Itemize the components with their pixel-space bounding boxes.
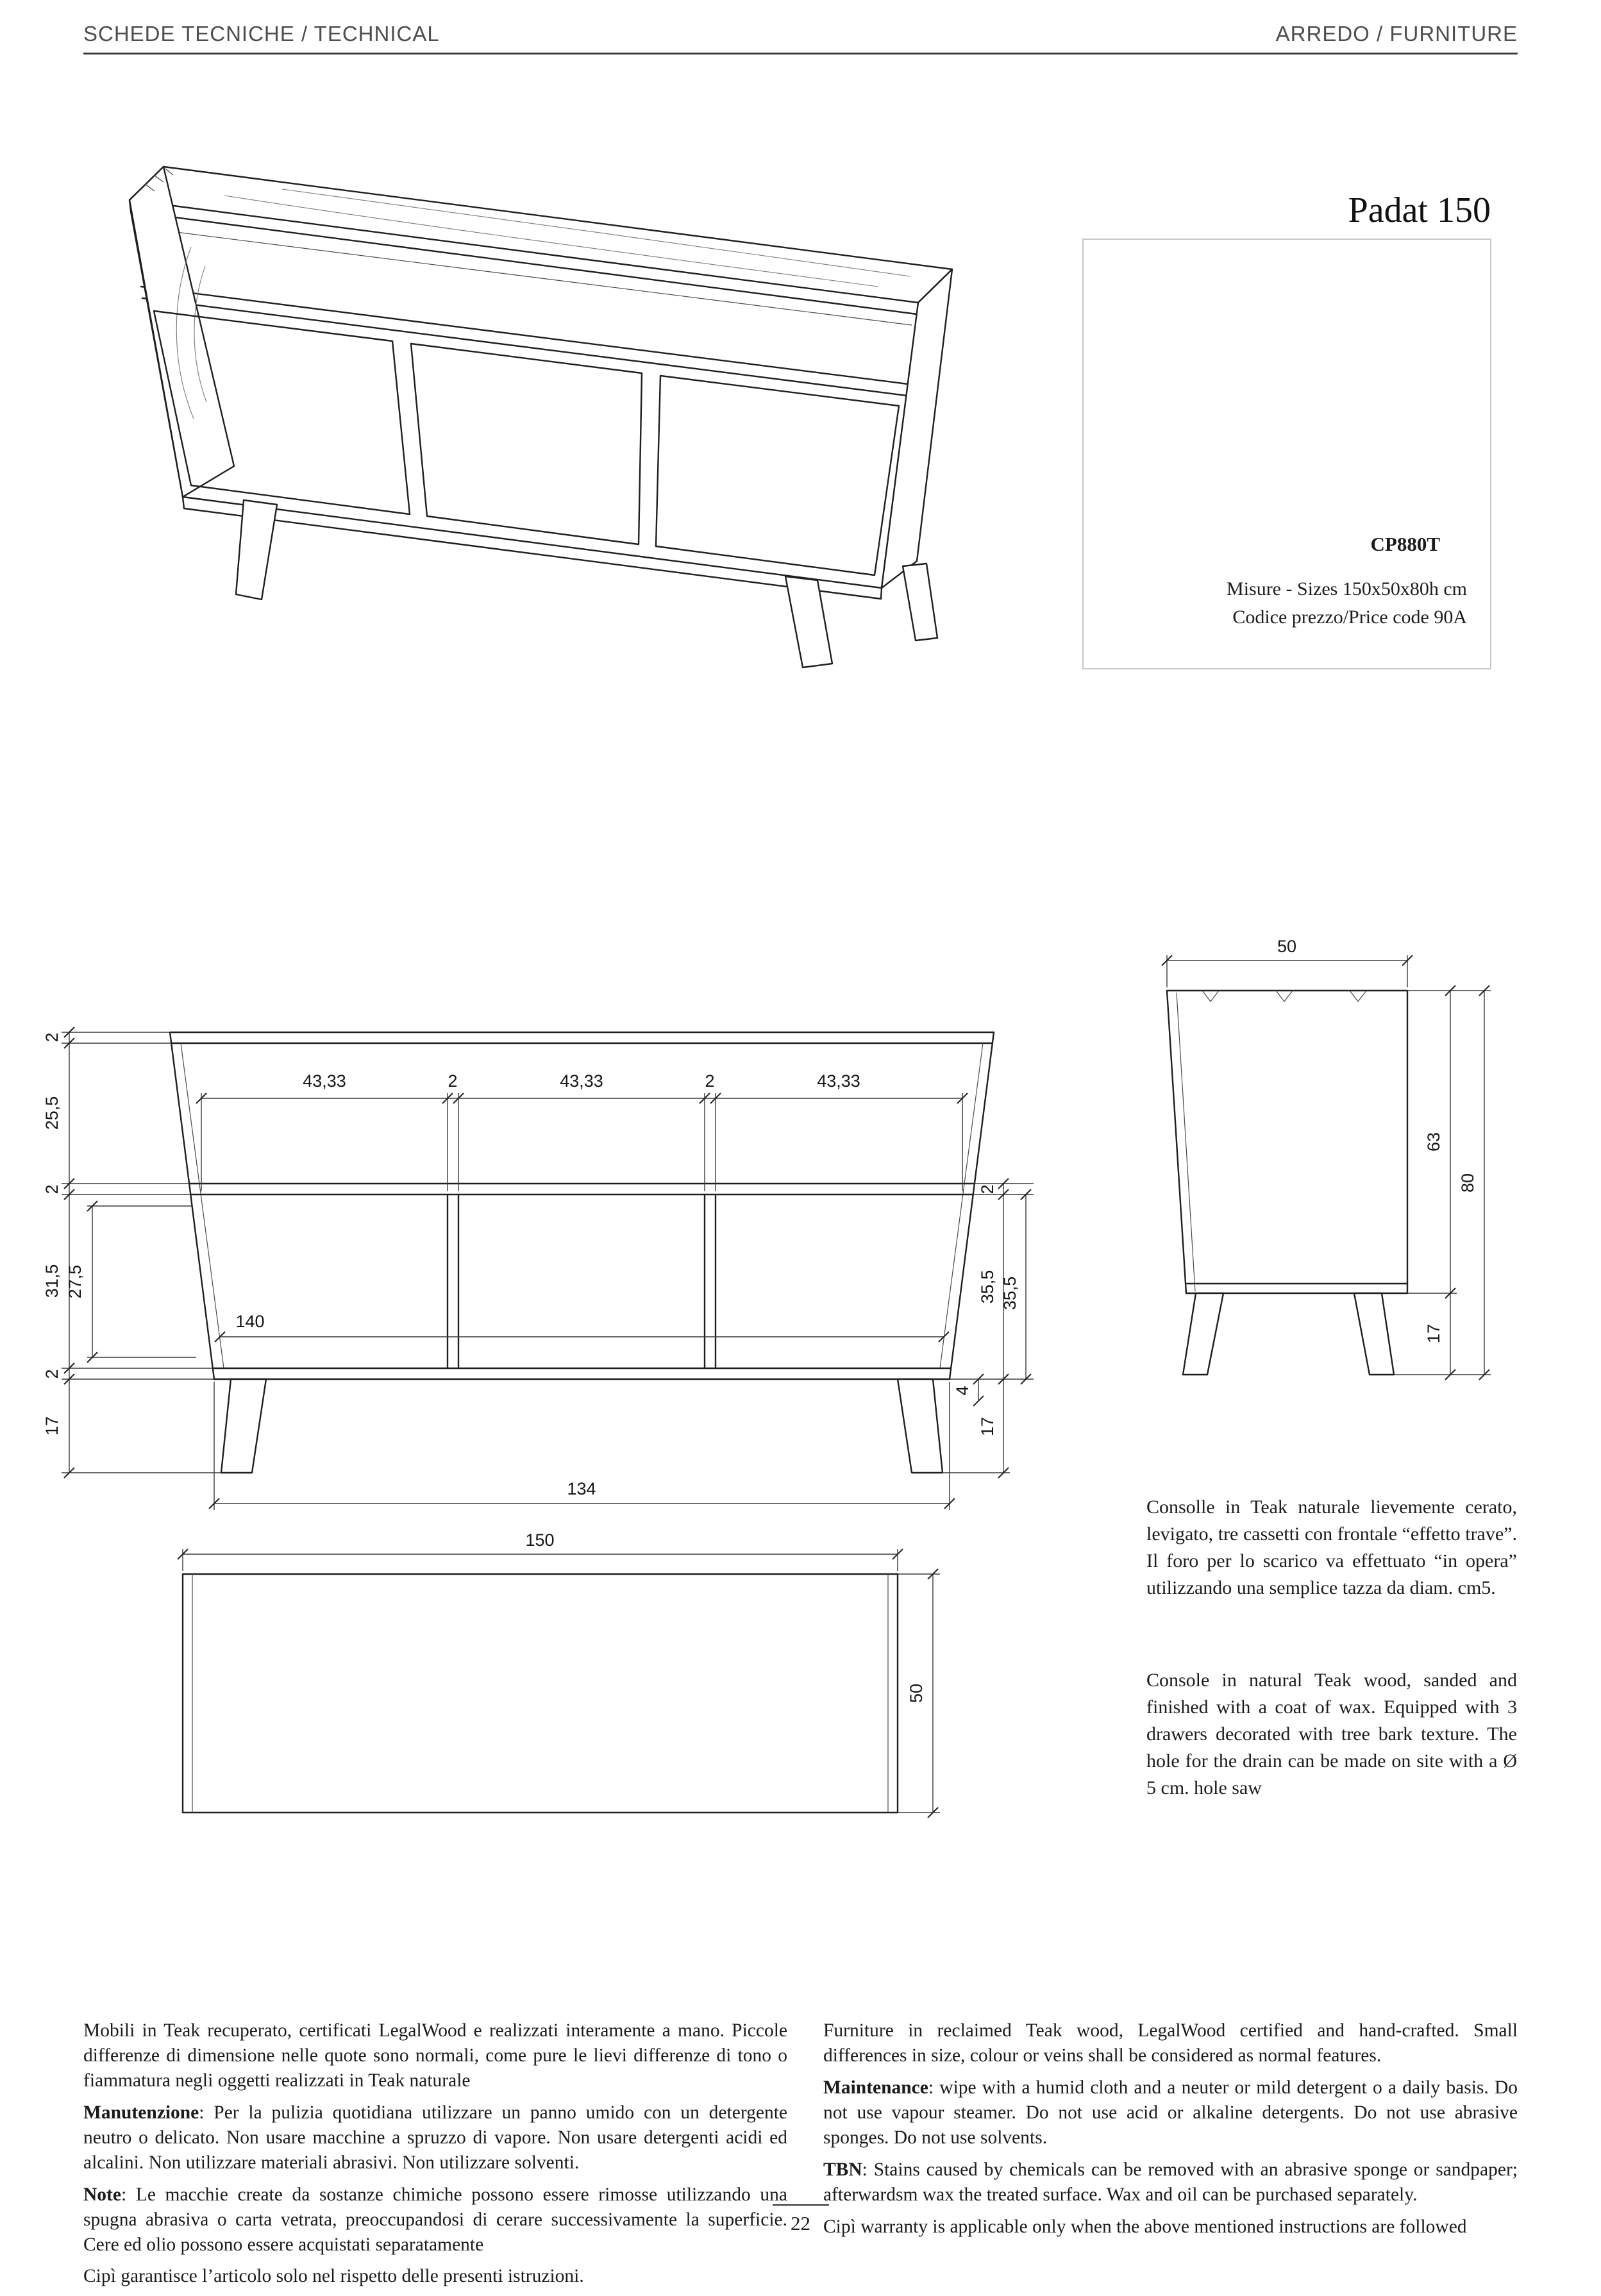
header-right-label: ARREDO / FURNITURE	[1275, 22, 1518, 46]
dim-label: 35,5	[978, 1270, 997, 1304]
plan-outline	[183, 1574, 898, 1813]
top-view-drawing	[160, 1526, 981, 1834]
description-italian: Consolle in Teak naturale lievemente cerato, levigato, tre cassetti con frontale “effetto trave”. Il foro per lo scarico va effettuato “in opera” utilizzando una semplice tazza da diam. cm5.	[1146, 1496, 1517, 1598]
page-header	[83, 22, 1518, 46]
care-maintenance-it	[83, 2100, 787, 2175]
note-text-it: : Le macchie create da sostanze chimiche possono essere rimosse utilizzando una spugna abrasiva o carta vetrata, preoccupandosi di cerare successivamente la superficie. Cere ed olio possono essere acquistati separatamente	[83, 2184, 787, 2255]
dim-label: 17	[1424, 1323, 1443, 1344]
care-note-en	[823, 2158, 1518, 2208]
care-intro-en: Furniture in reclaimed Teak wood, LegalWood certified and hand-crafted. Small differences in size, colour or veins shall be considered as normal features.	[823, 2020, 1518, 2066]
description-english: Console in natural Teak wood, sanded and finished with a coat of wax. Equipped with 3 drawers decorated with tree bark texture. The hole for the drain can be made on site with a Ø 5 cm. hole saw	[1146, 1670, 1517, 1798]
care-maintenance-en	[823, 2075, 1518, 2150]
front-elevation-drawing	[38, 997, 1039, 1555]
dim-label: 17	[978, 1416, 997, 1437]
perspective-drawing	[90, 151, 987, 779]
dim-label: 150	[525, 1530, 555, 1550]
dim-label: 4	[953, 1386, 972, 1396]
care-intro-it: Mobili in Teak recuperato, certificati LegalWood e realizzati interamente a mano. Piccole differenze di dimensione nelle quote sono normali, come pure le lievi differenze di tono o fiammatura negli oggetti realizzati in Teak naturale	[83, 2020, 787, 2091]
dim-label: 80	[1458, 1173, 1477, 1193]
header-divider	[83, 53, 1518, 54]
dim-label: 43,33	[303, 1071, 346, 1091]
dim-label: 50	[1277, 937, 1297, 956]
product-size-line: Misure - Sizes 150x50x80h cm	[1227, 578, 1467, 599]
product-code: CP880T	[1370, 533, 1440, 555]
care-warranty-it: Cipì garantisce l’articolo solo nel rispetto delle presenti istruzioni.	[83, 2266, 584, 2287]
product-title: Padat 150	[1348, 190, 1491, 230]
dim-label: 25,5	[42, 1096, 62, 1130]
dim-label: 35,5	[1000, 1276, 1019, 1311]
maintenance-text-en: : wipe with a humid cloth and a neuter or mild detergent o a daily basis. Do not use vapour steamer. Do not use acid or alkaline detergents. Do not use abrasive sponges. Do not use solvents.	[823, 2077, 1518, 2148]
care-column-italian	[83, 2018, 787, 2296]
side-outline	[1167, 991, 1407, 1375]
dim-label: 31,5	[42, 1264, 62, 1298]
header-left-label: SCHEDE TECNICHE / TECHNICAL	[83, 22, 440, 46]
dim-label: 2	[705, 1071, 715, 1091]
note-text-en: : Stains caused by chemicals can be removed with an abrasive sponge or sandpaper; afterwardsm wax the treated surface. Wax and oil can be purchased separately.	[823, 2159, 1518, 2205]
care-warranty-en: Cipì warranty is applicable only when the above mentioned instructions are followed	[823, 2216, 1467, 2237]
dim-label: 27,5	[65, 1264, 85, 1299]
dim-label: 140	[235, 1312, 265, 1331]
dim-label: 134	[567, 1479, 596, 1498]
dim-label: 43,33	[560, 1071, 603, 1091]
dim-label: 2	[42, 1184, 62, 1194]
dim-label: 2	[42, 1032, 62, 1043]
dim-label: 63	[1424, 1132, 1443, 1152]
dim-label: 2	[42, 1369, 62, 1379]
dim-label: 2	[448, 1071, 458, 1091]
dim-label: 50	[907, 1683, 926, 1704]
note-label-it: Note	[83, 2184, 121, 2205]
cabinet-legs	[236, 500, 937, 667]
dim-label: 17	[42, 1416, 62, 1436]
dim-label: 43,33	[817, 1071, 860, 1091]
side-elevation-drawing	[1122, 930, 1545, 1398]
product-info-box	[1082, 239, 1491, 669]
note-label-en: TBN	[823, 2159, 862, 2180]
page-number: 22	[791, 2212, 810, 2234]
dim-label: 2	[978, 1184, 997, 1194]
maintenance-label-en: Maintenance	[823, 2077, 928, 2098]
maintenance-label-it: Manutenzione	[83, 2102, 199, 2123]
product-price-code-line: Codice prezzo/Price code 90A	[1232, 606, 1467, 628]
footer-divider	[773, 2204, 829, 2206]
maintenance-text-it: : Per la pulizia quotidiana utilizzare un panno umido con un detergente neutro o delicato. Non usare macchine a spruzzo di vapore. Non usare detergenti acidi ed alcalini. Non utilizzare materiali abrasivi. Non utilizzare solventi.	[83, 2102, 787, 2173]
front-dimension-lines	[42, 1027, 1034, 1510]
